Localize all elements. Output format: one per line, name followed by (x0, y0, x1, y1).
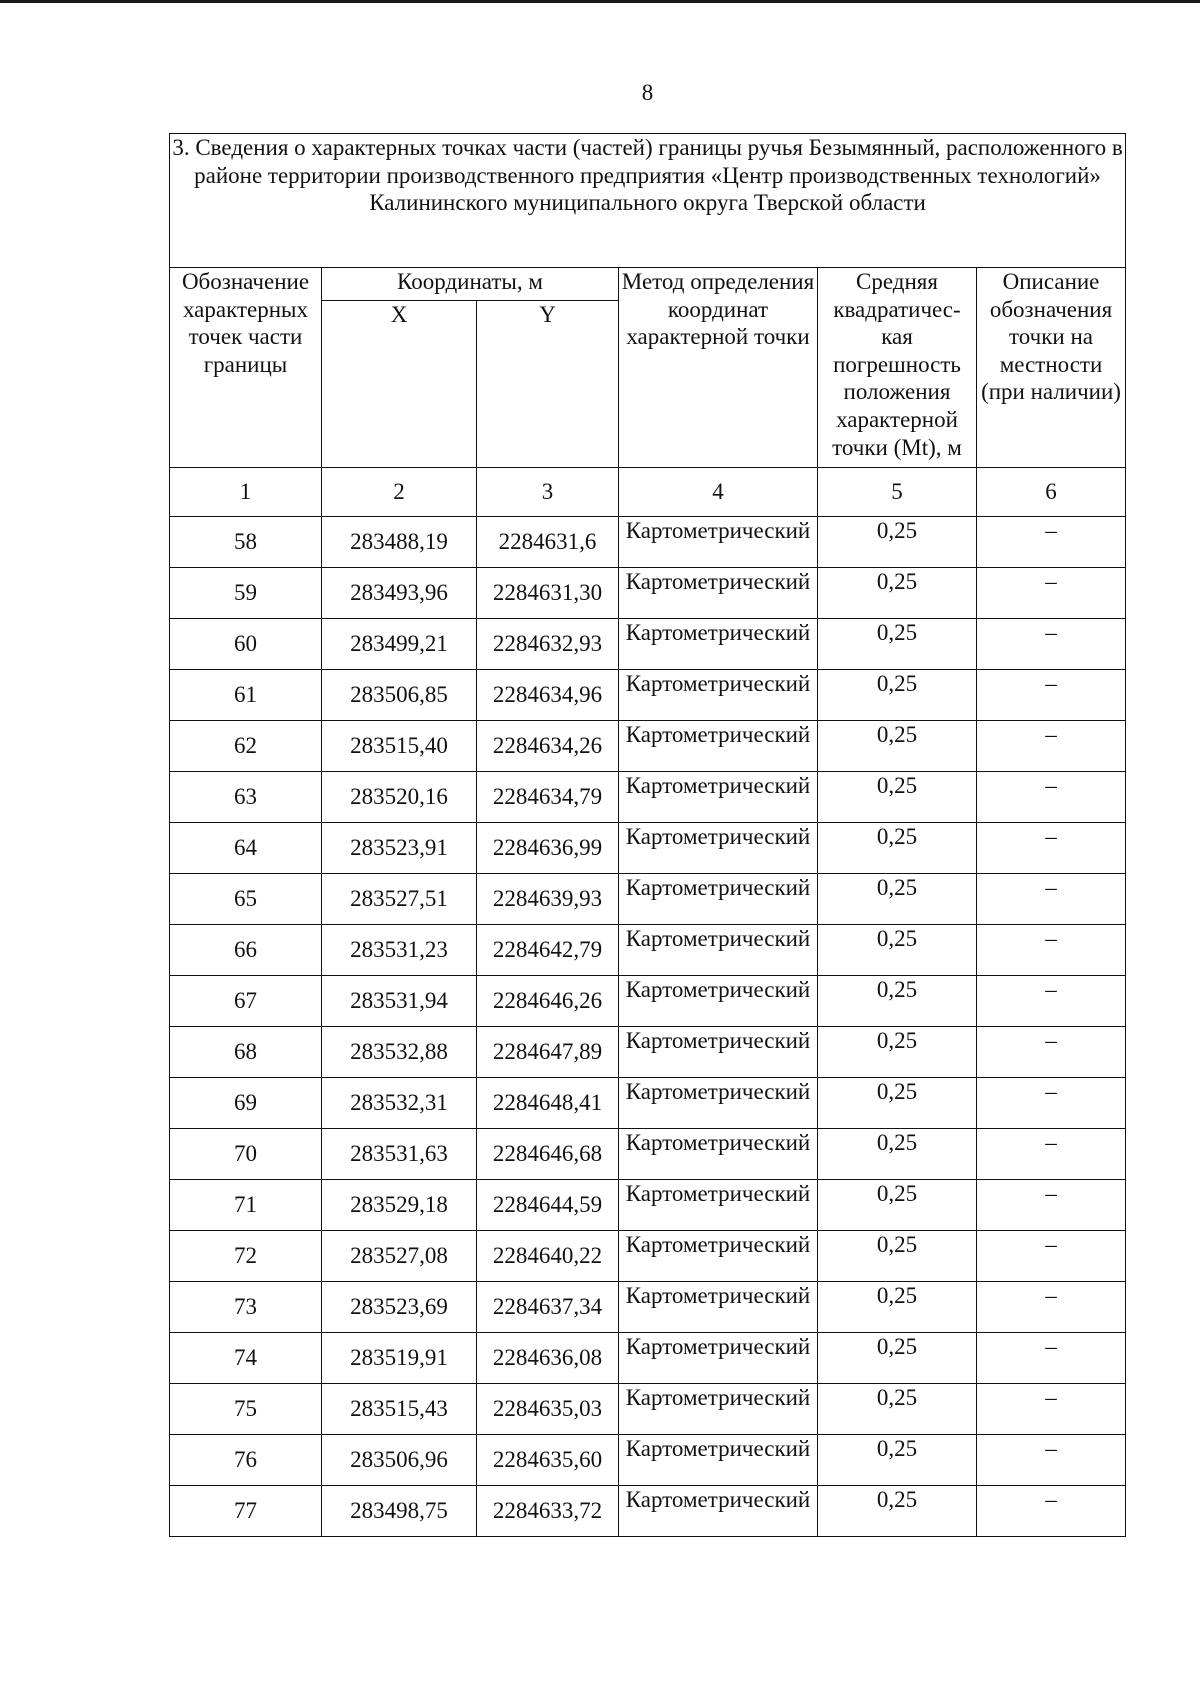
cell-method: Картометрический (619, 568, 818, 619)
cell-accuracy: 0,25 (818, 1486, 977, 1537)
cell-x: 283529,18 (322, 1180, 477, 1231)
cell-accuracy: 0,25 (818, 568, 977, 619)
cell-y: 2284648,41 (477, 1078, 619, 1129)
cell-description: – (977, 925, 1126, 976)
cell-point: 76 (170, 1435, 322, 1486)
cell-y: 2284635,60 (477, 1435, 619, 1486)
table-row (170, 1486, 1126, 1537)
cell-y: 2284646,26 (477, 976, 619, 1027)
cell-x: 283531,23 (322, 925, 477, 976)
cell-point: 69 (170, 1078, 322, 1129)
header-method: Метод определения координат характерной точки (619, 268, 818, 468)
table-row (170, 721, 1126, 772)
cell-x: 283493,96 (322, 568, 477, 619)
cell-point: 58 (170, 517, 322, 568)
cell-point: 67 (170, 976, 322, 1027)
cell-method: Картометрический (619, 1027, 818, 1078)
cell-description: – (977, 1078, 1126, 1129)
header-accuracy: Средняя квадратичес-кая погрешность положения характерной точки (Mt), м (818, 268, 977, 468)
cell-accuracy: 0,25 (818, 772, 977, 823)
cell-y: 2284642,79 (477, 925, 619, 976)
scan-edge-line (0, 0, 1200, 3)
cell-y: 2284637,34 (477, 1282, 619, 1333)
cell-method: Картометрический (619, 1231, 818, 1282)
cell-x: 283527,08 (322, 1231, 477, 1282)
cell-accuracy: 0,25 (818, 874, 977, 925)
cell-y: 2284647,89 (477, 1027, 619, 1078)
header-y: Y (477, 301, 619, 468)
cell-y: 2284631,6 (477, 517, 619, 568)
cell-method: Картометрический (619, 1129, 818, 1180)
cell-x: 283523,69 (322, 1282, 477, 1333)
cell-method: Картометрический (619, 670, 818, 721)
cell-method: Картометрический (619, 1435, 818, 1486)
boundary-points-table (169, 133, 1126, 1537)
cell-method: Картометрический (619, 1282, 818, 1333)
cell-y: 2284640,22 (477, 1231, 619, 1282)
cell-point: 60 (170, 619, 322, 670)
table-row (170, 1129, 1126, 1180)
cell-accuracy: 0,25 (818, 1231, 977, 1282)
cell-point: 74 (170, 1333, 322, 1384)
column-number: 6 (977, 468, 1126, 517)
cell-point: 72 (170, 1231, 322, 1282)
table-row (170, 823, 1126, 874)
cell-point: 77 (170, 1486, 322, 1537)
cell-point: 59 (170, 568, 322, 619)
cell-point: 70 (170, 1129, 322, 1180)
cell-point: 65 (170, 874, 322, 925)
cell-y: 2284632,93 (477, 619, 619, 670)
cell-x: 283532,88 (322, 1027, 477, 1078)
cell-description: – (977, 568, 1126, 619)
cell-x: 283519,91 (322, 1333, 477, 1384)
cell-description: – (977, 721, 1126, 772)
cell-description: – (977, 1129, 1126, 1180)
table-row (170, 1231, 1126, 1282)
column-number: 1 (170, 468, 322, 517)
cell-x: 283523,91 (322, 823, 477, 874)
cell-description: – (977, 670, 1126, 721)
table-row (170, 925, 1126, 976)
cell-point: 68 (170, 1027, 322, 1078)
column-number-row (170, 468, 1126, 517)
cell-y: 2284633,72 (477, 1486, 619, 1537)
cell-description: – (977, 874, 1126, 925)
header-description: Описание обозначения точки на местности (при наличии) (977, 268, 1126, 468)
table-row (170, 517, 1126, 568)
cell-accuracy: 0,25 (818, 619, 977, 670)
table-row (170, 1282, 1126, 1333)
table-row (170, 1435, 1126, 1486)
cell-description: – (977, 517, 1126, 568)
cell-x: 283499,21 (322, 619, 477, 670)
cell-y: 2284634,96 (477, 670, 619, 721)
header-point: Обозначение характерных точек части границы (170, 268, 322, 468)
cell-method: Картометрический (619, 874, 818, 925)
cell-description: – (977, 619, 1126, 670)
table-row (170, 1027, 1126, 1078)
table-row (170, 1180, 1126, 1231)
cell-point: 71 (170, 1180, 322, 1231)
cell-accuracy: 0,25 (818, 517, 977, 568)
column-number: 5 (818, 468, 977, 517)
cell-accuracy: 0,25 (818, 1333, 977, 1384)
column-number: 3 (477, 468, 619, 517)
cell-point: 62 (170, 721, 322, 772)
column-number: 2 (322, 468, 477, 517)
table-row (170, 874, 1126, 925)
table-row (170, 1078, 1126, 1129)
cell-method: Картометрический (619, 1486, 818, 1537)
cell-description: – (977, 1486, 1126, 1537)
cell-x: 283532,31 (322, 1078, 477, 1129)
cell-accuracy: 0,25 (818, 1180, 977, 1231)
cell-description: – (977, 1282, 1126, 1333)
cell-method: Картометрический (619, 1078, 818, 1129)
cell-point: 75 (170, 1384, 322, 1435)
table-row (170, 1384, 1126, 1435)
cell-description: – (977, 772, 1126, 823)
cell-x: 283515,43 (322, 1384, 477, 1435)
cell-x: 283506,85 (322, 670, 477, 721)
cell-y: 2284636,99 (477, 823, 619, 874)
cell-method: Картометрический (619, 1180, 818, 1231)
cell-accuracy: 0,25 (818, 1384, 977, 1435)
table-row (170, 976, 1126, 1027)
table-title: 3. Сведения о характерных точках части (частей) границы ручья Безымянный, расположенного в районе территории производственного предприятия «Центр производственных технологий» Калининского муниципального округа Тверской области (170, 134, 1126, 268)
cell-y: 2284634,26 (477, 721, 619, 772)
cell-accuracy: 0,25 (818, 823, 977, 874)
cell-description: – (977, 823, 1126, 874)
table-row (170, 619, 1126, 670)
cell-accuracy: 0,25 (818, 1027, 977, 1078)
cell-point: 66 (170, 925, 322, 976)
cell-method: Картометрический (619, 976, 818, 1027)
cell-y: 2284639,93 (477, 874, 619, 925)
header-coordinates: Координаты, м (322, 268, 619, 301)
cell-accuracy: 0,25 (818, 1129, 977, 1180)
page-number: 8 (641, 80, 654, 105)
cell-y: 2284635,03 (477, 1384, 619, 1435)
cell-y: 2284631,30 (477, 568, 619, 619)
cell-x: 283520,16 (322, 772, 477, 823)
cell-y: 2284636,08 (477, 1333, 619, 1384)
cell-accuracy: 0,25 (818, 1078, 977, 1129)
cell-method: Картометрический (619, 925, 818, 976)
cell-accuracy: 0,25 (818, 670, 977, 721)
cell-description: – (977, 1384, 1126, 1435)
cell-point: 73 (170, 1282, 322, 1333)
cell-x: 283527,51 (322, 874, 477, 925)
cell-description: – (977, 1180, 1126, 1231)
cell-method: Картометрический (619, 1333, 818, 1384)
cell-description: – (977, 976, 1126, 1027)
cell-accuracy: 0,25 (818, 976, 977, 1027)
cell-x: 283498,75 (322, 1486, 477, 1537)
cell-method: Картометрический (619, 1384, 818, 1435)
table-header-row (170, 268, 1126, 301)
cell-accuracy: 0,25 (818, 1282, 977, 1333)
cell-method: Картометрический (619, 619, 818, 670)
cell-method: Картометрический (619, 823, 818, 874)
table-title-row (170, 134, 1126, 268)
cell-accuracy: 0,25 (818, 1435, 977, 1486)
cell-description: – (977, 1231, 1126, 1282)
column-number: 4 (619, 468, 818, 517)
cell-x: 283506,96 (322, 1435, 477, 1486)
cell-point: 63 (170, 772, 322, 823)
cell-x: 283488,19 (322, 517, 477, 568)
cell-x: 283531,63 (322, 1129, 477, 1180)
cell-accuracy: 0,25 (818, 721, 977, 772)
cell-y: 2284646,68 (477, 1129, 619, 1180)
cell-method: Картометрический (619, 721, 818, 772)
cell-point: 64 (170, 823, 322, 874)
cell-y: 2284644,59 (477, 1180, 619, 1231)
cell-y: 2284634,79 (477, 772, 619, 823)
cell-method: Картометрический (619, 517, 818, 568)
cell-description: – (977, 1435, 1126, 1486)
cell-x: 283515,40 (322, 721, 477, 772)
cell-x: 283531,94 (322, 976, 477, 1027)
header-x: X (322, 301, 477, 468)
cell-point: 61 (170, 670, 322, 721)
table-row (170, 670, 1126, 721)
cell-accuracy: 0,25 (818, 925, 977, 976)
table-row (170, 772, 1126, 823)
cell-method: Картометрический (619, 772, 818, 823)
cell-description: – (977, 1027, 1126, 1078)
table-row (170, 568, 1126, 619)
cell-description: – (977, 1333, 1126, 1384)
table-row (170, 1333, 1126, 1384)
